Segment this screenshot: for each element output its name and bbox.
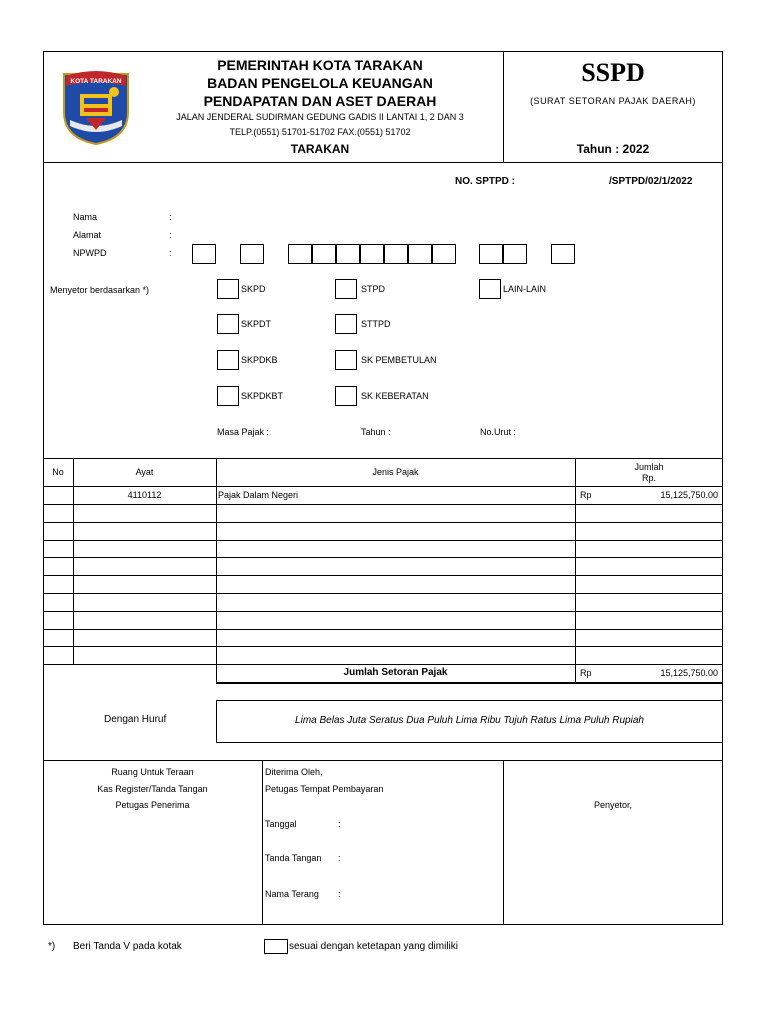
col-header-jenis: Jenis Pajak	[372, 467, 419, 477]
penyetor-label: Penyetor,	[593, 800, 633, 810]
row-line	[43, 646, 723, 647]
note-checkbox	[264, 939, 288, 954]
option-skpdkb-label: SKPDKB	[241, 355, 278, 365]
option-sttpd-label: STTPD	[361, 319, 391, 329]
checkbox-skpd[interactable]	[217, 279, 239, 299]
header-line2: BADAN PENGELOLA KEUANGAN	[207, 75, 433, 91]
logo-text: KOTA TARAKAN	[70, 78, 122, 85]
tanda-tangan-colon: :	[338, 853, 341, 863]
note-text2: sesuai dengan ketetapan yang dimiliki	[289, 941, 458, 952]
checkbox-sttpd[interactable]	[335, 314, 357, 334]
option-skpd-label: SKPD	[241, 284, 266, 294]
footer-left-line2: Kas Register/Tanda Tangan	[97, 784, 208, 794]
col-header-rp: Rp.	[641, 473, 656, 483]
no-urut-label: No.Urut :	[480, 427, 517, 437]
header-telp: TELP.(0551) 51701-51702 FAX.(0551) 51702	[229, 127, 411, 137]
header-year: Tahun : 2022	[576, 142, 650, 156]
table-top-border	[43, 458, 723, 459]
row-ayat: 4110112	[127, 490, 162, 500]
table-body-bottom	[43, 664, 723, 665]
checkbox-lain-lain[interactable]	[479, 279, 501, 299]
npwpd-box[interactable]	[288, 244, 312, 264]
terbilang-label: Dengan Huruf	[104, 714, 167, 725]
sptpd-label: NO. SPTPD :	[455, 176, 516, 187]
option-lain-lain-label: LAIN-LAIN	[503, 284, 547, 294]
alamat-label: Alamat	[73, 230, 102, 240]
footer-divider	[503, 760, 504, 925]
npwpd-box[interactable]	[384, 244, 408, 264]
sptpd-value: /SPTPD/02/1/2022	[609, 176, 693, 187]
npwpd-box[interactable]	[336, 244, 360, 264]
row-jenis: Pajak Dalam Negeri	[218, 490, 299, 500]
npwpd-box[interactable]	[551, 244, 575, 264]
row-rp: Rp	[580, 490, 592, 500]
header-city: TARAKAN	[290, 142, 350, 156]
col-header-ayat: Ayat	[135, 467, 154, 477]
total-amount: 15,125,750.00	[660, 668, 718, 678]
row-line	[43, 593, 723, 594]
nama-terang-label: Nama Terang	[265, 889, 319, 899]
row-line	[43, 611, 723, 612]
row-line	[43, 629, 723, 630]
nama-label: Nama	[73, 212, 98, 222]
option-skpdt-label: SKPDT	[241, 319, 272, 329]
header-divider	[43, 162, 723, 163]
npwpd-box[interactable]	[503, 244, 527, 264]
nama-colon: :	[169, 212, 172, 222]
row-line	[43, 575, 723, 576]
row-line	[43, 557, 723, 558]
npwpd-label: NPWPD	[73, 248, 107, 258]
npwpd-box[interactable]	[408, 244, 432, 264]
form-name: (SURAT SETORAN PAJAK DAERAH)	[530, 96, 696, 106]
footer-divider	[262, 760, 263, 925]
city-logo	[60, 68, 132, 146]
form-code: SSPD	[581, 58, 645, 87]
checkbox-sk-pembetulan[interactable]	[335, 350, 357, 370]
row-line	[43, 522, 723, 523]
row-amount: 15,125,750.00	[660, 490, 718, 500]
row-line	[43, 504, 723, 505]
col-divider	[575, 458, 576, 684]
npwpd-box[interactable]	[479, 244, 503, 264]
tanggal-label: Tanggal	[265, 819, 297, 829]
npwpd-box[interactable]	[192, 244, 216, 264]
npwpd-box[interactable]	[312, 244, 336, 264]
masa-pajak-label: Masa Pajak :	[217, 427, 270, 437]
note-star: *)	[48, 941, 56, 952]
checkbox-skpdt[interactable]	[217, 314, 239, 334]
option-stpd-label: STPD	[361, 284, 386, 294]
total-rp: Rp	[580, 668, 592, 678]
footer-top-border	[43, 760, 723, 761]
menyetor-label: Menyetor berdasarkan *)	[50, 285, 150, 295]
tanggal-colon: :	[338, 819, 341, 829]
option-sk-keberatan-label: SK KEBERATAN	[361, 391, 429, 401]
checkbox-skpdkbt[interactable]	[217, 386, 239, 406]
note-text1: Beri Tanda V pada kotak	[73, 941, 182, 952]
row-line	[43, 540, 723, 541]
checkbox-sk-keberatan[interactable]	[335, 386, 357, 406]
footer-mid-line2: Petugas Tempat Pembayaran	[265, 784, 384, 794]
header-line3: PENDAPATAN DAN ASET DAERAH	[203, 93, 437, 109]
option-skpdkbt-label: SKPDKBT	[241, 391, 284, 401]
footer-left-line1: Ruang Untuk Teraan	[111, 767, 194, 777]
header-address: JALAN JENDERAL SUDIRMAN GEDUNG GADIS II LANTAI 1, 2 DAN 3	[176, 112, 464, 122]
total-bottom-border	[216, 682, 723, 684]
option-sk-pembetulan-label: SK PEMBETULAN	[361, 355, 437, 365]
col-header-no: No	[52, 467, 64, 477]
nama-terang-colon: :	[338, 889, 341, 899]
col-header-jumlah: Jumlah	[634, 462, 664, 472]
footer-mid-line1: Diterima Oleh,	[265, 767, 323, 777]
alamat-colon: :	[169, 230, 172, 240]
col-divider	[73, 458, 74, 664]
checkbox-stpd[interactable]	[335, 279, 357, 299]
npwpd-colon: :	[169, 248, 172, 258]
checkbox-skpdkb[interactable]	[217, 350, 239, 370]
npwpd-box[interactable]	[360, 244, 384, 264]
npwpd-box[interactable]	[240, 244, 264, 264]
tahun-label: Tahun :	[361, 427, 391, 437]
col-divider	[216, 458, 217, 684]
table-header-border	[43, 486, 723, 487]
tanda-tangan-label: Tanda Tangan	[265, 853, 322, 863]
npwpd-box[interactable]	[432, 244, 456, 264]
footer-left-line3: Petugas Penerima	[115, 800, 190, 810]
header-line1: PEMERINTAH KOTA TARAKAN	[217, 57, 423, 73]
terbilang-value: Lima Belas Juta Seratus Dua Puluh Lima Ribu Tujuh Ratus Lima Puluh Rupiah	[295, 715, 644, 726]
total-label: Jumlah Setoran Pajak	[343, 667, 448, 678]
